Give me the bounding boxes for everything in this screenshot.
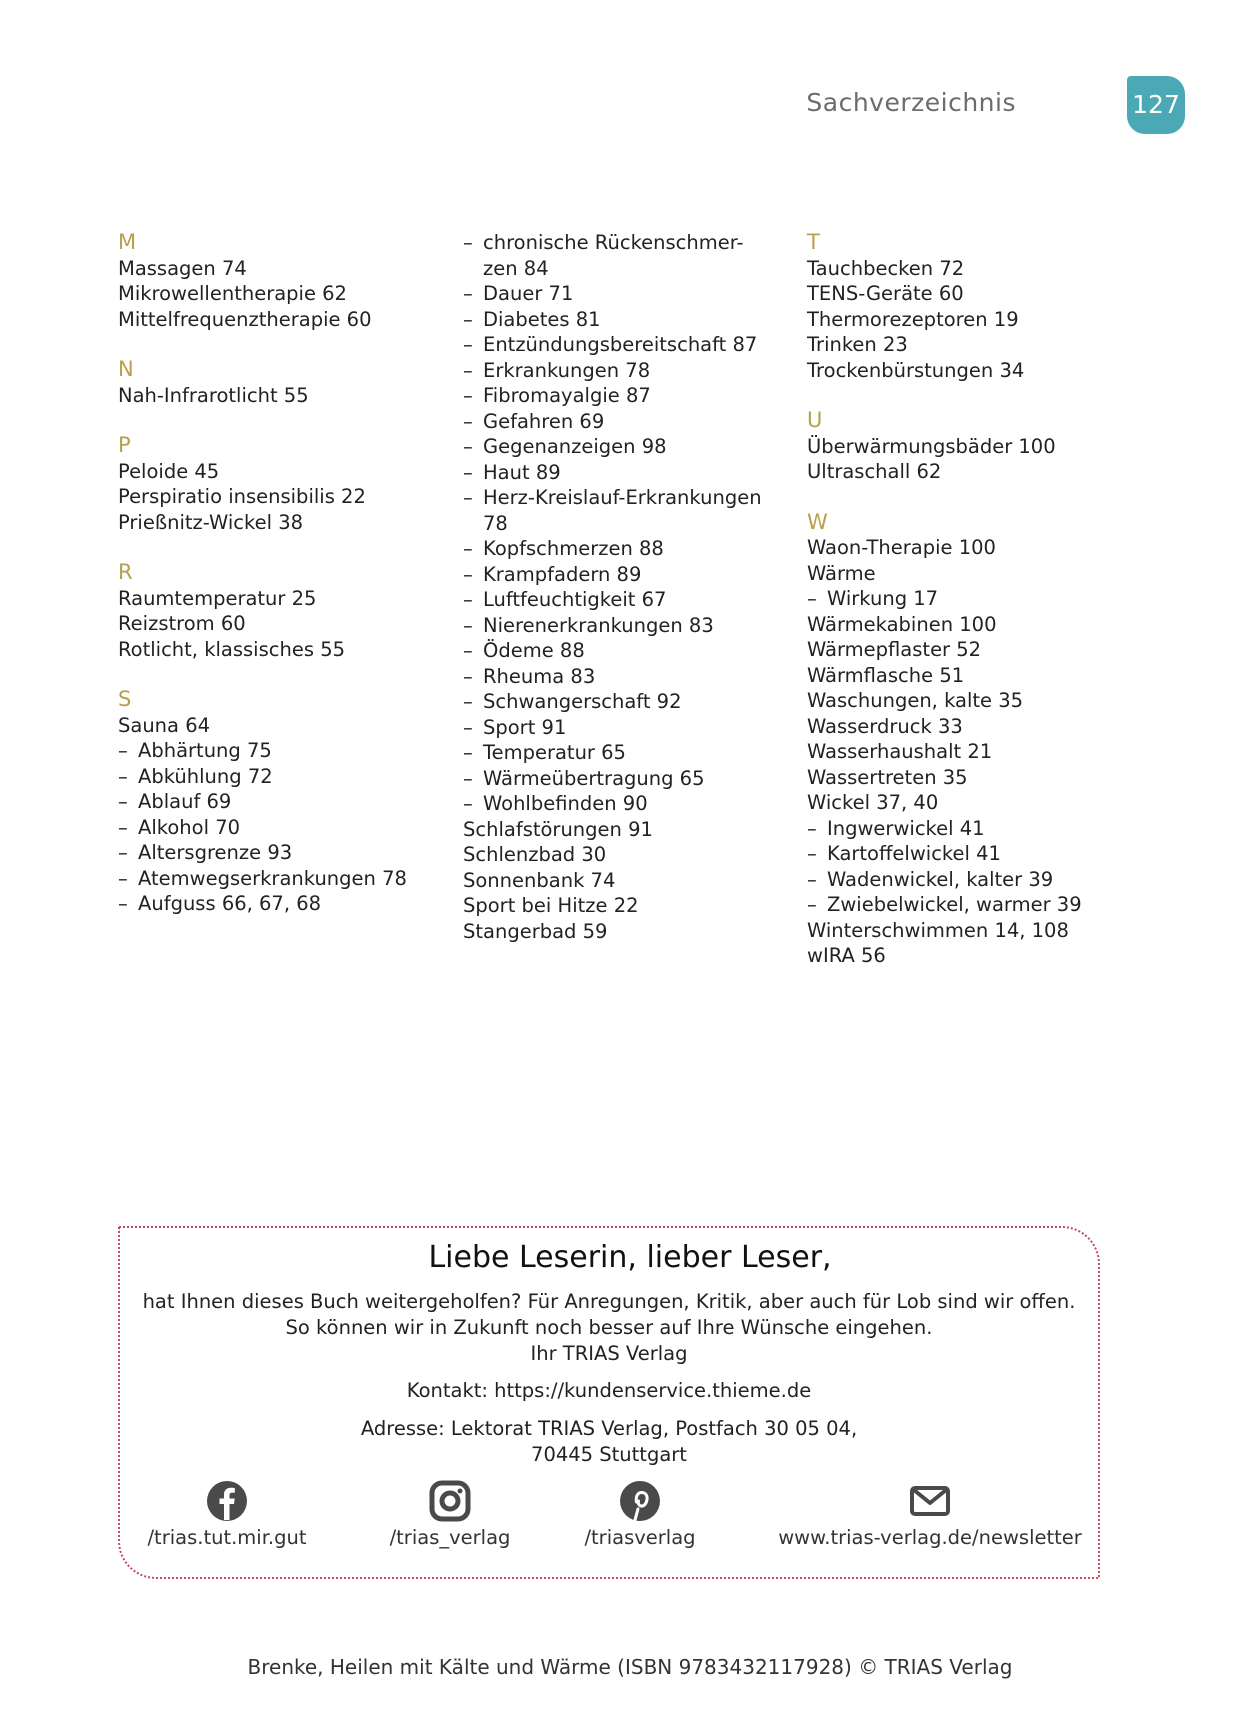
index-entry: Nah-Infrarotlicht 55 (118, 383, 309, 407)
index-subentry: – Zwiebelwickel, warmer 39 (807, 892, 1147, 918)
letter-gap (807, 383, 1147, 408)
index-entry: Winterschwimmen 14, 108 (807, 918, 1069, 942)
index-entry: Sauna 64 (118, 713, 211, 737)
index-subentry: – Krampfadern 89 (463, 562, 783, 588)
facebook-handle: /trias.tut.mir.gut (147, 1526, 307, 1549)
letter-gap (118, 535, 448, 560)
index-entry: Massagen 74 (118, 256, 247, 280)
index-subentry: – Nierenerkrankungen 83 (463, 613, 783, 639)
index-entry: Raumtemperatur 25 (118, 586, 317, 610)
index-subentry: – chronische Rückenschmer- (463, 230, 783, 256)
index-entry: Mikrowellentherapie 62 (118, 282, 347, 305)
index-subentry: – Entzündungsbereitschaft 87 (463, 332, 783, 358)
index-entry: Wärmekabinen 100 (807, 612, 997, 636)
instagram-handle: /trias_verlag (389, 1526, 511, 1549)
letter-gap (118, 662, 448, 687)
social-pinterest[interactable] (560, 1480, 720, 1549)
index-subentry: – Wohlbefinden 90 (463, 791, 783, 817)
index-subentry: – Fibromayalgie 87 (463, 383, 783, 409)
index-letter-heading: T (807, 230, 820, 254)
reader-box-address-1: Adresse: Lektorat TRIAS Verlag, Postfach 30 05 04, (360, 1417, 858, 1440)
index-entry: Wärmepflaster 52 (807, 638, 982, 661)
index-entry: Wärme (807, 561, 876, 585)
index-entry: Schlenzbad 30 (463, 843, 607, 866)
index-letter-heading: S (118, 687, 132, 711)
index-entry: Wasserdruck 33 (807, 714, 963, 738)
index-letter-heading: R (118, 560, 133, 584)
index-subentry: – Alkohol 70 (118, 815, 448, 841)
index-subentry: – Sport 91 (463, 715, 783, 741)
index-column-3 (807, 230, 1147, 969)
index-subentry: – Abkühlung 72 (118, 764, 448, 790)
index-subentry: – Gegenanzeigen 98 (463, 434, 783, 460)
index-entry: Schlafstörungen 91 (463, 817, 653, 841)
index-entry: wIRA 56 (807, 944, 886, 967)
letter-gap (118, 408, 448, 433)
index-letter-heading: W (807, 509, 828, 534)
social-facebook[interactable] (142, 1480, 312, 1549)
index-entry: Waon-Therapie 100 (807, 536, 996, 559)
copyright-footer: Brenke, Heilen mit Kälte und Wärme (ISBN 9783432117928) © TRIAS Verlag (247, 1655, 1013, 1679)
index-subentry: – Atemwegserkrankungen 78 (118, 866, 448, 892)
index-subentry: – Erkrankungen 78 (463, 358, 783, 384)
pinterest-handle: /triasverlag (584, 1526, 696, 1549)
facebook-icon (206, 1480, 248, 1522)
index-subentry: – Abhärtung 75 (118, 738, 448, 764)
index-letter-heading: U (807, 408, 823, 432)
mail-icon (909, 1480, 951, 1522)
index-subentry: – Wadenwickel, kalter 39 (807, 867, 1147, 893)
index-entry: zen 84 (483, 256, 549, 280)
index-subentry: – Schwangerschaft 92 (463, 689, 783, 715)
index-entry: Wasserhaushalt 21 (807, 740, 993, 763)
index-letter-heading: N (118, 357, 134, 381)
newsletter-url: www.trias-verlag.de/newsletter (778, 1526, 1082, 1549)
index-entry: Sport bei Hitze 22 (463, 894, 639, 917)
index-entry: Perspiratio insensibilis 22 (118, 485, 366, 508)
index-letter-heading: P (118, 433, 131, 457)
index-entry: Trockenbürstungen 34 (807, 358, 1025, 382)
reader-box-signature: Ihr TRIAS Verlag (530, 1342, 688, 1365)
index-subentry: – Wärmeübertragung 65 (463, 766, 783, 792)
index-entry: Mittelfrequenztherapie 60 (118, 307, 372, 331)
index-subentry: – Temperatur 65 (463, 740, 783, 766)
index-entry: Peloide 45 (118, 459, 220, 483)
index-subentry: – Herz-Kreislauf-Erkrankungen (463, 485, 783, 511)
index-entry: Trinken 23 (807, 333, 908, 356)
page-number-badge: 127 (1127, 76, 1185, 134)
index-entry: Stangerbad 59 (463, 919, 608, 943)
index-entry: Reizstrom 60 (118, 612, 246, 635)
reader-box-address-2: 70445 Stuttgart (531, 1443, 687, 1466)
instagram-icon (429, 1480, 471, 1522)
index-subentry: – Ingwerwickel 41 (807, 816, 1147, 842)
index-subentry: – Aufguss 66, 67, 68 (118, 891, 448, 917)
index-entry: Wärmflasche 51 (807, 663, 965, 687)
index-entry: 78 (483, 511, 508, 535)
index-entry: Sonnenbank 74 (463, 868, 616, 892)
index-entry: TENS-Geräte 60 (807, 282, 964, 305)
index-subentry: – Ablauf 69 (118, 789, 448, 815)
index-subentry: – Rheuma 83 (463, 664, 783, 690)
reader-box-text-2: So können wir in Zukunft noch besser auf Ihre Wünsche eingehen. (285, 1316, 933, 1339)
index-entry: Wassertreten 35 (807, 765, 968, 789)
letter-gap (807, 485, 1147, 510)
index-entry: Wickel 37, 40 (807, 791, 939, 814)
index-subentry: – Altersgrenze 93 (118, 840, 448, 866)
index-subentry: – Luftfeuchtigkeit 67 (463, 587, 783, 613)
index-entry: Überwärmungsbäder 100 (807, 434, 1056, 458)
index-column-1 (118, 230, 448, 917)
index-entry: Ultraschall 62 (807, 460, 942, 483)
index-subentry: – Wirkung 17 (807, 586, 1147, 612)
index-entry: Thermorezeptoren 19 (807, 307, 1019, 331)
letter-gap (118, 332, 448, 357)
index-letter-heading: M (118, 230, 137, 254)
reader-box-title: Liebe Leserin, lieber Leser, (428, 1240, 832, 1275)
reader-box-contact[interactable]: Kontakt: https://kundenservice.thieme.de (406, 1379, 812, 1402)
running-header: Sachverzeichnis (806, 88, 1016, 117)
index-subentry: – Kartoffelwickel 41 (807, 841, 1147, 867)
pinterest-icon (619, 1480, 661, 1522)
reader-box-text-1: hat Ihnen dieses Buch weitergeholfen? Für Anregungen, Kritik, aber auch für Lob sind wir offen. (142, 1290, 1076, 1313)
social-instagram[interactable] (365, 1480, 535, 1549)
index-entry: Waschungen, kalte 35 (807, 689, 1024, 712)
index-column-2 (463, 230, 783, 944)
index-entry: Tauchbecken 72 (807, 256, 965, 280)
index-entry: Prießnitz-Wickel 38 (118, 510, 304, 534)
index-subentry: – Haut 89 (463, 460, 783, 486)
index-subentry: – Ödeme 88 (463, 638, 783, 664)
index-subentry: – Kopfschmerzen 88 (463, 536, 783, 562)
index-subentry: – Dauer 71 (463, 281, 783, 307)
index-subentry: – Gefahren 69 (463, 409, 783, 435)
index-entry: Rotlicht, klassisches 55 (118, 637, 346, 661)
social-newsletter[interactable] (770, 1480, 1090, 1549)
index-subentry: – Diabetes 81 (463, 307, 783, 333)
